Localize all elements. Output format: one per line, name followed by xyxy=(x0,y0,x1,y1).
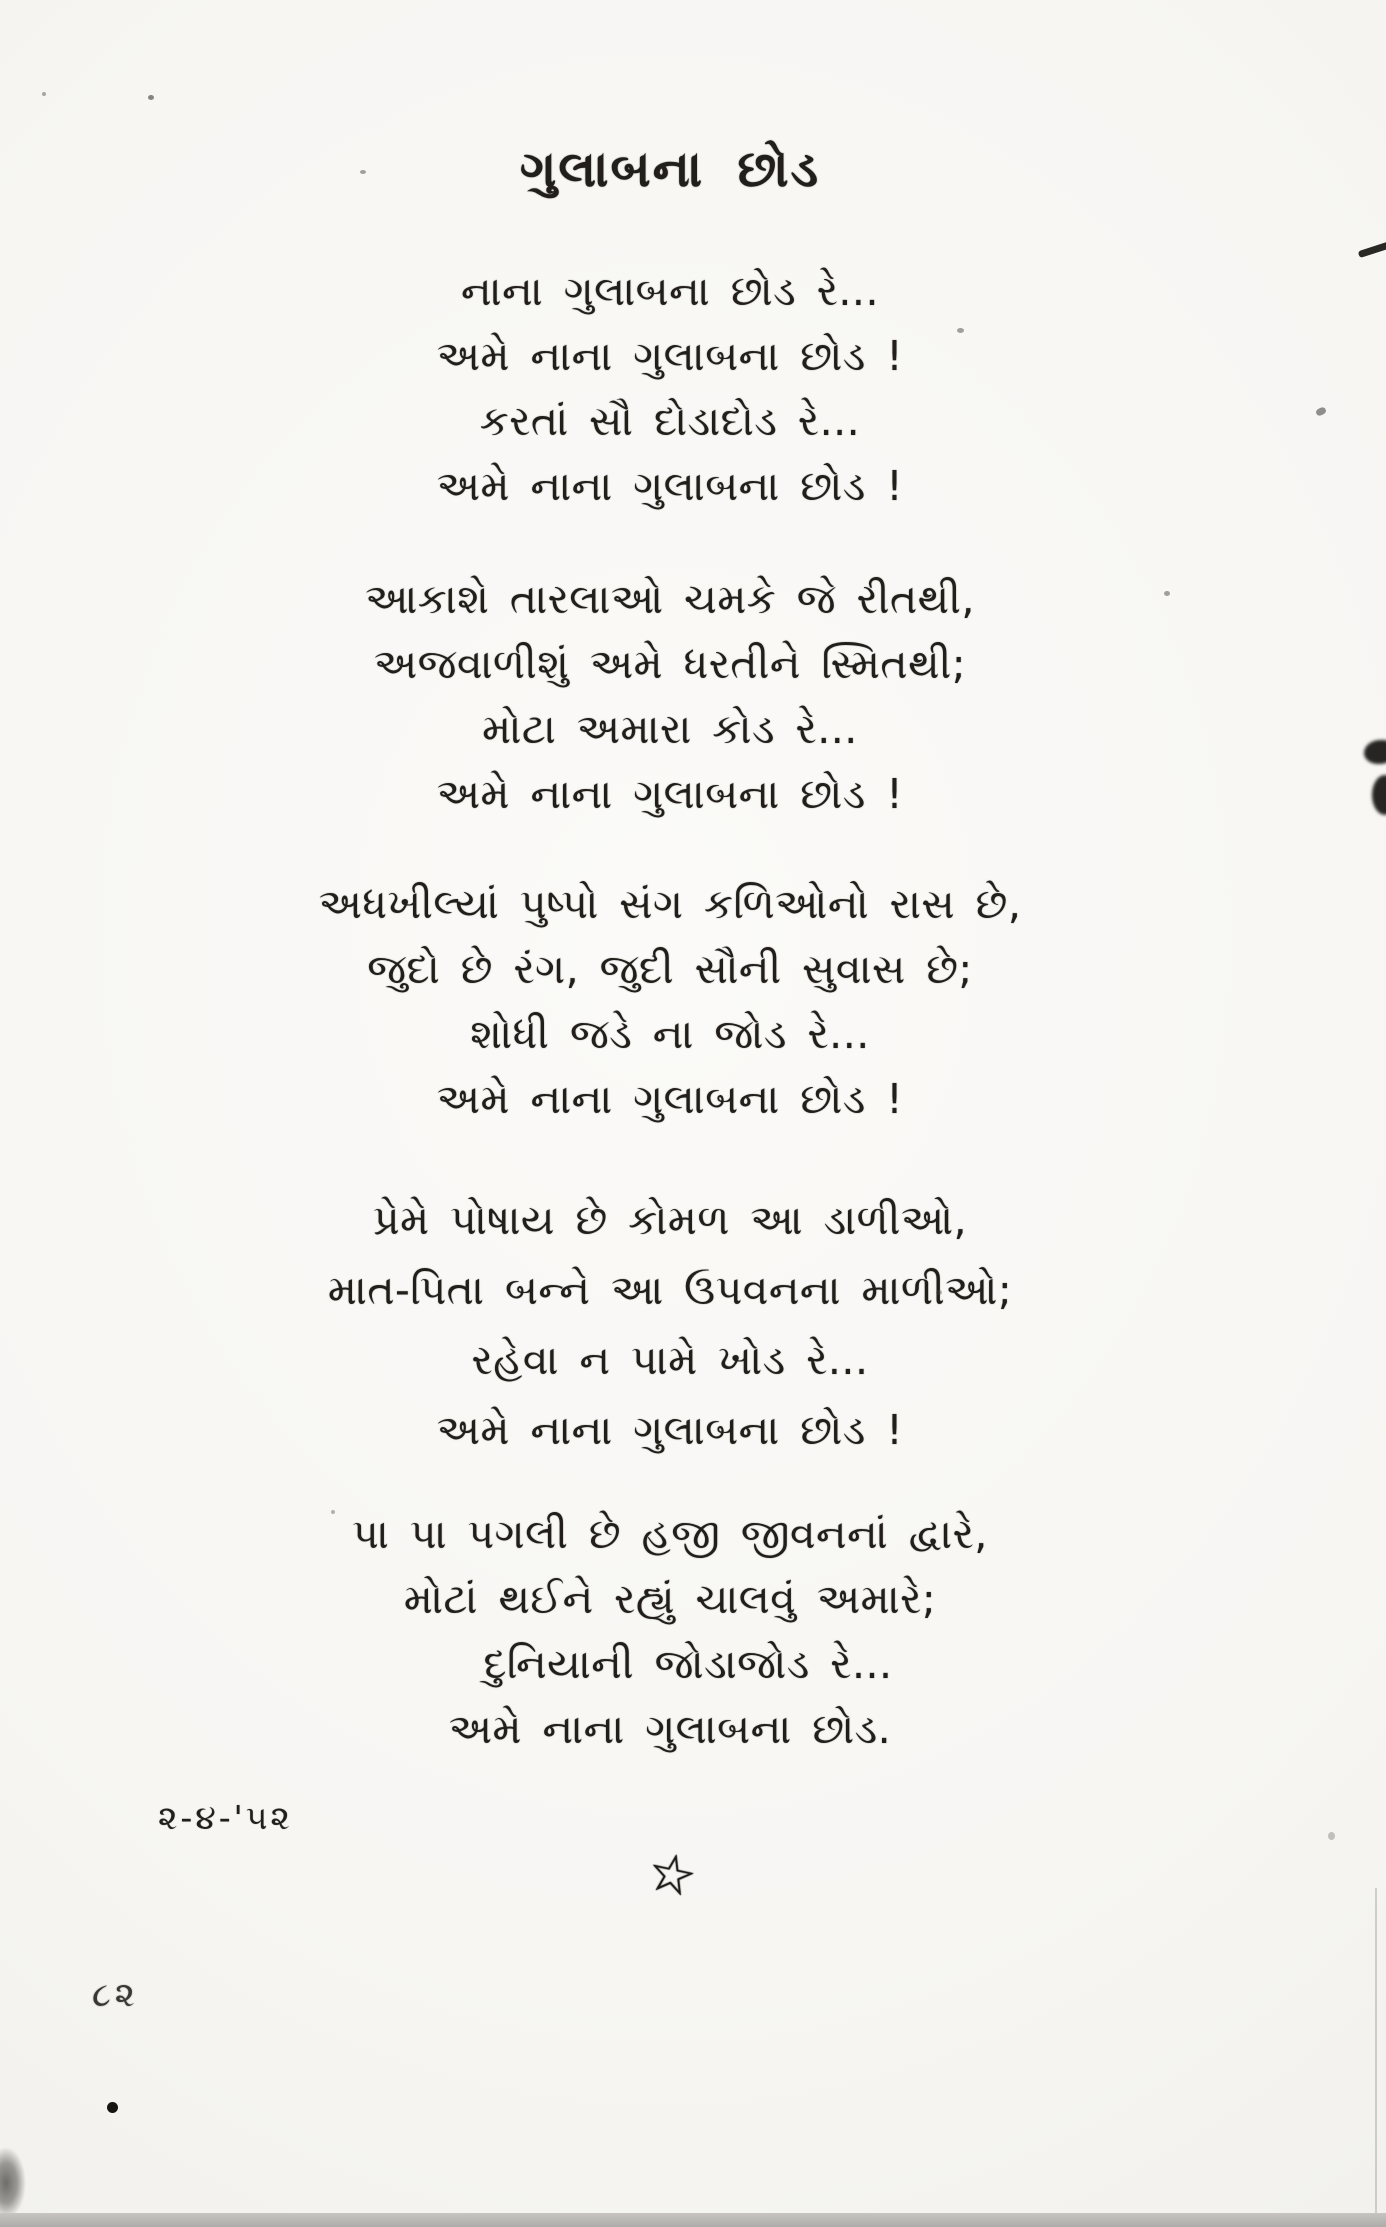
ink-dot xyxy=(107,2102,118,2113)
poem-line: અમે નાના ગુલાબના છોડ ! xyxy=(436,462,904,510)
page-number: ૮૨ xyxy=(92,1975,139,2015)
stanza-2 xyxy=(265,567,1075,827)
stanza-1 xyxy=(265,259,1075,519)
stanza-5 xyxy=(265,1502,1075,1762)
stanza-4 xyxy=(265,1185,1075,1465)
right-edge-ink-blot xyxy=(1372,775,1386,815)
scan-speck xyxy=(42,92,46,96)
poem-line: મોટાં થઈને રહ્યું ચાલવું અમારે; xyxy=(403,1575,937,1623)
poem-line: દુનિયાની જોડાજોડ રે... xyxy=(483,1640,893,1688)
poem-line: રહેવા ન પામે ખોડ રે... xyxy=(471,1336,869,1384)
poem-line: અમે નાના ગુલાબના છોડ ! xyxy=(436,332,904,380)
scan-speck xyxy=(1328,1832,1335,1840)
poem-title: ગુલાબના છોડ xyxy=(519,140,821,198)
scan-speck xyxy=(957,328,964,333)
edge-ink-mark xyxy=(1358,241,1386,258)
scan-speck xyxy=(1315,406,1327,417)
poem-line: પા પા પગલી છે હજી જીવનનાં દ્વારે, xyxy=(352,1510,988,1558)
poem-line: આકાશે તારલાઓ ચમકે જે રીતથી, xyxy=(365,575,975,623)
poem-line: અધખીલ્યાં પુષ્પો સંગ કળિઓનો રાસ છે, xyxy=(318,880,1022,928)
stanza-3 xyxy=(265,872,1075,1132)
bottom-scan-edge xyxy=(0,2213,1386,2227)
poem-line: અમે નાના ગુલાબના છોડ ! xyxy=(436,770,904,818)
poem-line: અમે નાના ગુલાબના છોડ. xyxy=(448,1705,892,1753)
poem-line: માત-પિતા બન્ને આ ઉપવનના માળીઓ; xyxy=(327,1266,1013,1314)
scan-speck xyxy=(331,1510,335,1514)
right-edge-ink-blot xyxy=(1364,740,1386,764)
poem-line: શોધી જડે ના જોડ રે... xyxy=(470,1010,870,1058)
poem-line: પ્રેમે પોષાય છે કોમળ આ ડાળીઓ, xyxy=(372,1196,968,1244)
star-ornament-icon: ☆ xyxy=(641,1838,703,1911)
poem-line: મોટા અમારા કોડ રે... xyxy=(482,705,858,753)
scan-speck xyxy=(1164,591,1170,596)
corner-smudge xyxy=(0,2147,26,2219)
scan-edge-line xyxy=(1375,1888,1377,2227)
scan-speck xyxy=(148,95,154,100)
poem-line: અમે નાના ગુલાબના છોડ ! xyxy=(436,1075,904,1123)
composition-date: ૨-૪-'૫૨ xyxy=(158,1798,293,1837)
scan-speck xyxy=(936,1290,942,1295)
poem-line: જુદો છે રંગ, જુદી સૌની સુવાસ છે; xyxy=(367,945,973,993)
poem-line: અજવાળીશું અમે ધરતીને સ્મિતથી; xyxy=(373,640,967,688)
poem-line: કરતાં સૌ દોડાદોડ રે... xyxy=(479,397,861,445)
scan-speck xyxy=(360,170,366,174)
poem-line: નાના ગુલાબના છોડ રે... xyxy=(460,267,879,315)
poem-line: અમે નાના ગુલાબના છોડ ! xyxy=(436,1406,904,1454)
